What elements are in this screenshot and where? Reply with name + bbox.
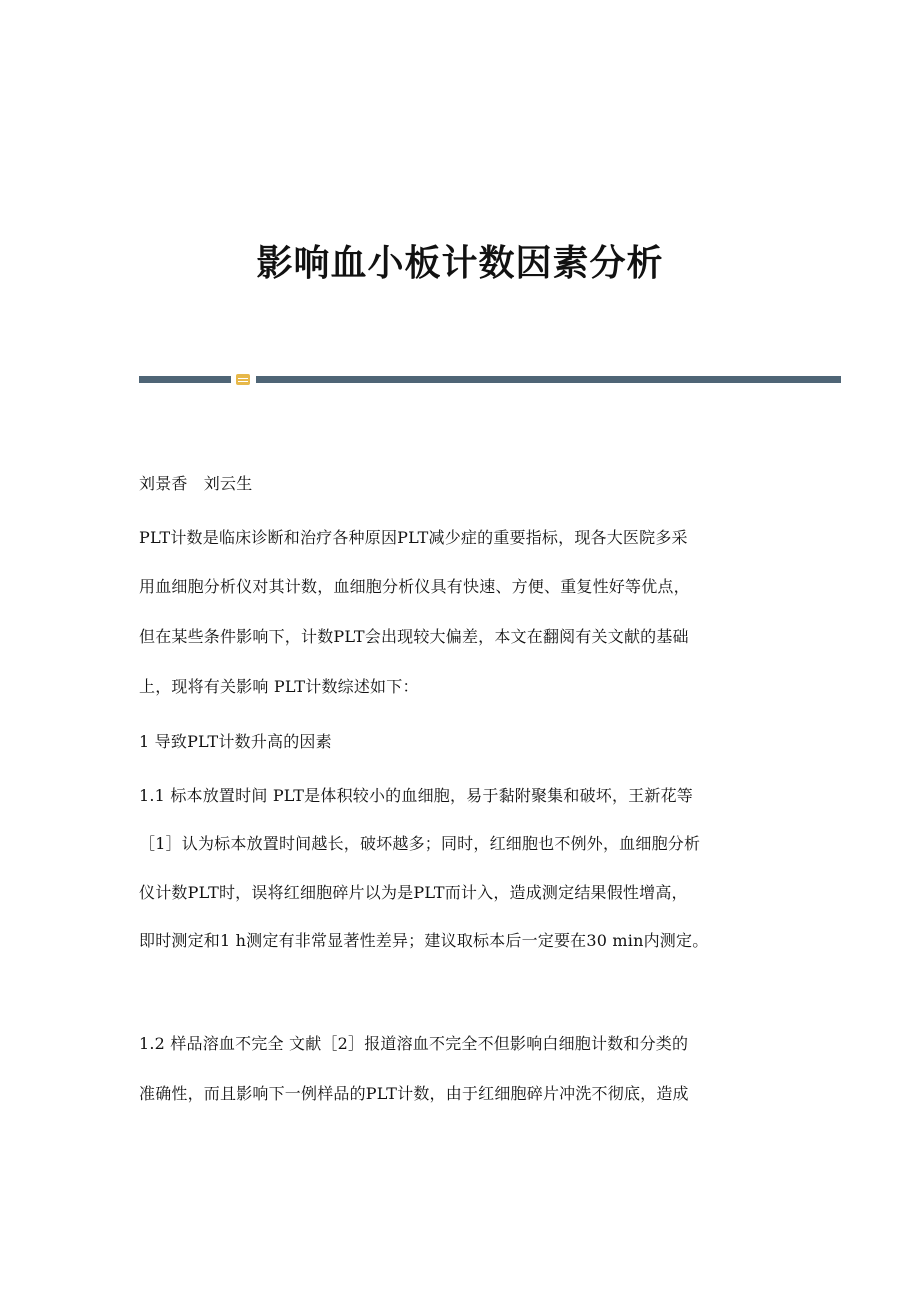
paragraph-line: ［1］认为标本放置时间越长，破坏越多；同时，红细胞也不例外，血细胞分析 bbox=[139, 834, 701, 853]
paragraph-line: 即时测定和1 h测定有非常显著性差异；建议取标本后一定要在30 min内测定。 bbox=[139, 931, 709, 950]
paragraph-line: 但在某些条件影响下，计数PLT会出现较大偏差，本文在翻阅有关文献的基础 bbox=[139, 627, 689, 646]
authors: 刘景香 刘云生 bbox=[139, 474, 253, 493]
paragraph-line: 用血细胞分析仪对其计数，血细胞分析仪具有快速、方便、重复性好等优点， bbox=[139, 577, 690, 596]
paragraph-line: 上，现将有关影响 PLT计数综述如下： bbox=[139, 677, 419, 696]
paragraph-line: 1.1 标本放置时间 PLT是体积较小的血细胞，易于黏附聚集和破坏，王新花等 bbox=[139, 786, 693, 805]
paragraph-line: 1.2 样品溶血不完全 文献［2］报道溶血不完全不但影响白细胞计数和分类的 bbox=[139, 1034, 689, 1053]
divider-bar-right bbox=[256, 376, 841, 383]
title-divider bbox=[139, 374, 841, 386]
paragraph-line: 准确性，而且影响下一例样品的PLT计数，由于红细胞碎片冲洗不彻底，造成 bbox=[139, 1084, 689, 1103]
document-title: 影响血小板计数因素分析 bbox=[256, 242, 664, 285]
divider-bar-left bbox=[139, 376, 231, 383]
paragraph-line: PLT计数是临床诊断和治疗各种原因PLT减少症的重要指标，现各大医院多采 bbox=[139, 528, 688, 547]
paragraph-line: 仪计数PLT时，误将红细胞碎片以为是PLT而计入，造成测定结果假性增高， bbox=[139, 883, 688, 902]
divider-ornament-icon bbox=[236, 374, 250, 385]
section-heading: 1 导致PLT计数升高的因素 bbox=[139, 732, 332, 751]
